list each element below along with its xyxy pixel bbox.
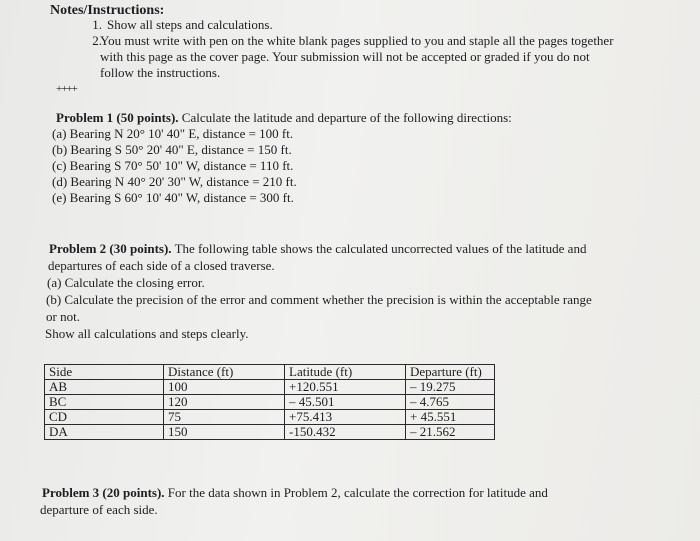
cell-distance: 75 xyxy=(164,410,285,425)
problem-3-text: For the data shown in Problem 2, calculate the correction for latitude and xyxy=(167,485,548,500)
traverse-table xyxy=(44,364,495,440)
problem-1-heading: Problem 1 (50 points). xyxy=(56,110,179,125)
problem-2-part-b: (b) Calculate the precision of the error and comment whether the precision is within the acceptable range xyxy=(46,292,592,307)
problem-3-statement xyxy=(42,485,548,500)
problem-2-instruction: Show all calculations and steps clearly. xyxy=(45,326,249,341)
table-header-row xyxy=(45,365,495,380)
problem-1-item-d: (d) Bearing N 40° 20' 30" W, distance = 210 ft. xyxy=(52,174,297,189)
table-row xyxy=(45,395,495,410)
instruction-text: Show all steps and calculations. xyxy=(107,17,273,32)
instruction-number: 1. xyxy=(92,17,102,32)
header-departure: Departure (ft) xyxy=(406,365,495,380)
cell-latitude: +120.551 xyxy=(285,380,406,395)
cell-side: DA xyxy=(45,425,164,440)
plus-marks: ++++ xyxy=(56,83,77,95)
table-row xyxy=(45,425,495,440)
problem-1-item-b: (b) Bearing S 50° 20' 40" E, distance = 150 ft. xyxy=(52,142,292,157)
problem-3-line: departure of each side. xyxy=(40,502,158,517)
instruction-text: with this page as the cover page. Your submission will not be accepted or graded if you do not xyxy=(100,49,590,64)
instruction-text: You must write with pen on the white blank pages supplied to you and staple all the pages together xyxy=(100,33,614,48)
cell-side: CD xyxy=(45,410,164,425)
cell-side: AB xyxy=(45,380,164,395)
cell-departure: + 45.551 xyxy=(406,410,495,425)
problem-2-line: departures of each side of a closed traverse. xyxy=(48,258,275,273)
cell-departure: – 4.765 xyxy=(406,395,495,410)
cell-latitude: +75.413 xyxy=(285,410,406,425)
problem-1-item-c: (c) Bearing S 70° 50' 10" W, distance = 110 ft. xyxy=(52,158,294,173)
cell-latitude: -150.432 xyxy=(285,425,406,440)
problem-3-heading: Problem 3 (20 points). xyxy=(42,485,165,500)
cell-side: BC xyxy=(45,395,164,410)
problem-2-statement xyxy=(49,241,586,256)
instruction-text: follow the instructions. xyxy=(100,65,221,80)
problem-1-text: Calculate the latitude and departure of the following directions: xyxy=(181,110,512,125)
header-distance: Distance (ft) xyxy=(164,365,285,380)
instruction-number: 2. xyxy=(92,33,102,48)
cell-latitude: – 45.501 xyxy=(285,395,406,410)
problem-2-part-a: (a) Calculate the closing error. xyxy=(47,275,205,290)
cell-distance: 120 xyxy=(164,395,285,410)
problem-2-text: The following table shows the calculated uncorrected values of the latitude and xyxy=(174,241,587,256)
table-row xyxy=(45,410,495,425)
problem-2-line: or not. xyxy=(46,309,80,324)
problem-1-item-e: (e) Bearing S 60° 10' 40" W, distance = 300 ft. xyxy=(52,190,294,205)
cell-distance: 150 xyxy=(164,425,285,440)
cell-departure: – 19.275 xyxy=(406,380,495,395)
notes-title: Notes/Instructions: xyxy=(50,3,165,18)
table-row xyxy=(45,380,495,395)
problem-1-statement xyxy=(56,110,512,125)
cell-departure: – 21.562 xyxy=(406,425,495,440)
header-latitude: Latitude (ft) xyxy=(285,365,406,380)
cell-distance: 100 xyxy=(164,380,285,395)
problem-1-item-a: (a) Bearing N 20° 10' 40" E, distance = 100 ft. xyxy=(52,126,294,141)
header-side: Side xyxy=(45,365,164,380)
problem-2-heading: Problem 2 (30 points). xyxy=(49,241,172,256)
